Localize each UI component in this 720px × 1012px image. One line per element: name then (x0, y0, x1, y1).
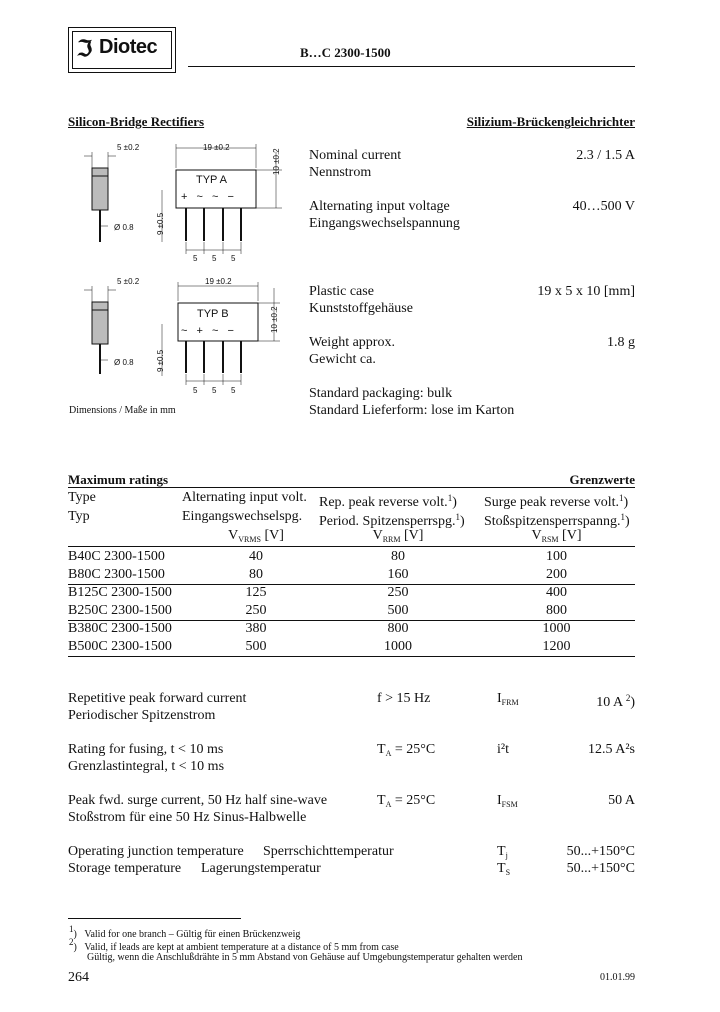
head-rep-peak-fn: 1 (447, 493, 453, 503)
cell-type: B125C 2300-1500 (68, 585, 172, 600)
table-row (68, 602, 635, 620)
spec-packaging-en: Standard packaging: bulk (309, 386, 453, 401)
param-i2t-en: Rating for fusing, t < 10 ms (68, 742, 224, 757)
dim-lead-a: 9 ±0.5 (156, 212, 165, 235)
head-rep-peak-en-wrap: Rep. peak reverse volt.$^1$) (319, 493, 457, 510)
table-row (68, 548, 635, 566)
header-rule (188, 66, 635, 67)
ratings-title-en: Maximum ratings (68, 472, 169, 487)
cell-input-volt: 250 (245, 603, 267, 618)
typ-a-label: TYP A (196, 174, 227, 186)
spec-weight-de: Gewicht ca. (309, 352, 376, 367)
param-fsm-value: 50 A (608, 793, 635, 808)
ratings-header-row-2 (68, 508, 635, 529)
pitch-b-2: 5 (212, 386, 217, 395)
footnote-rule (68, 918, 241, 919)
ratings-units-row (68, 527, 635, 545)
param-i2t-de: Grenzlastintegral, t < 10 ms (68, 759, 225, 774)
cell-rep-peak: 1000 (384, 639, 412, 654)
cell-rep-peak: 160 (387, 567, 409, 582)
dim-pin-a: Ø 0.8 (114, 223, 134, 232)
dim-lead-b: 9 ±0.5 (156, 349, 165, 372)
pitch-a-1: 5 (193, 254, 198, 263)
page-number: 264 (68, 970, 89, 985)
cell-rep-peak: 800 (387, 621, 409, 636)
side-view-b-body (92, 302, 108, 344)
section-title-de: Silizium-Brückengleichrichter (466, 114, 635, 129)
head-rep-peak-de-wrap: Period. Spitzensperrspg.$^1$) (319, 512, 465, 529)
head-type-en: Type (68, 490, 96, 505)
head-rep-peak-de-fn: 1 (455, 512, 460, 522)
side-view-a-body (92, 168, 108, 210)
footnote-2-text-de: Gültig, wenn die Anschlußdrähte in 5 mm Abstand von Gehäuse auf Umgebungstemperatur gehalten werden (87, 952, 523, 963)
footnote-1: $^1$) Valid for one branch – Gültig für einen Brückenzweig (69, 924, 301, 940)
cell-input-volt: 40 (249, 549, 263, 564)
cell-rep-peak: 250 (387, 585, 409, 600)
cell-rep-peak: 500 (387, 603, 409, 618)
table-row (68, 638, 635, 656)
cell-type: B80C 2300-1500 (68, 567, 165, 582)
cell-type: B500C 2300-1500 (68, 639, 172, 654)
cell-input-volt: 380 (245, 621, 267, 636)
spec-case-de: Kunststoffgehäuse (309, 301, 413, 316)
cell-rep-peak: 80 (391, 549, 405, 564)
head-type-de: Typ (68, 509, 90, 524)
head-rep-peak-en: Rep. peak reverse volt. (319, 495, 448, 510)
head-surge-de: Stoßspitzensperrspanng. (484, 514, 621, 529)
dimensions-caption: Dimensions / Maße in mm (69, 405, 176, 416)
ratings-title-de: Grenzwerte (569, 472, 635, 487)
pitch-a-3: 5 (231, 254, 236, 263)
head-input-volt-de: Eingangswechselspg. (182, 509, 303, 524)
cell-surge-peak: 1200 (542, 639, 571, 654)
row-divider (68, 656, 635, 657)
spec-input-voltage-value: 40…500 V (572, 199, 635, 214)
param-i2t-symbol: i²t (497, 742, 509, 757)
param-frm-en: Repetitive peak forward current (68, 691, 247, 706)
section-title-en: Silicon-Bridge Rectifiers (68, 114, 205, 129)
spec-weight-value: 1.8 g (607, 335, 635, 350)
cell-type: B40C 2300-1500 (68, 549, 165, 564)
cell-surge-peak: 200 (546, 567, 567, 582)
dim-thick-b: 5 ±0.2 (117, 277, 140, 286)
spec-nominal-current-en: Nominal current (309, 148, 402, 163)
page-date: 01.01.99 (600, 972, 635, 983)
head-surge-fn: 1 (619, 493, 624, 503)
unit-vrrm: $V_{RRM}$ [V] (372, 528, 424, 544)
cell-input-volt: 500 (245, 639, 267, 654)
param-ts-symbol: $T_S$ (497, 861, 511, 877)
cell-input-volt: 125 (245, 585, 267, 600)
param-frm-cond: f > 15 Hz (377, 691, 431, 706)
param-tj-symbol: $T_j$ (497, 844, 508, 860)
head-surge-de-wrap: Stoßspitzensperrspanng.$^1$) (484, 512, 630, 529)
param-tj-value: 50...+150°C (566, 844, 635, 859)
diotec-logo (68, 27, 176, 73)
cell-surge-peak: 100 (546, 549, 567, 564)
param-i2t-cond: $T_A = 25^\circ C$ (377, 742, 436, 758)
param-fsm-en: Peak fwd. surge current, 50 Hz half sine-wave (68, 793, 328, 808)
unit-vrms: $V_{VRMS}$ [V] (228, 528, 284, 544)
head-surge-en-wrap: Surge peak reverse volt.$^1$) (484, 493, 629, 510)
cell-type: B380C 2300-1500 (68, 621, 172, 636)
cell-surge-peak: 400 (546, 585, 567, 600)
typ-b-pins: ~ + ~ − (181, 325, 237, 337)
cell-surge-peak: 1000 (542, 621, 571, 636)
param-tj-de: Sperrschichttemperatur (263, 844, 394, 859)
cell-input-volt: 80 (249, 567, 263, 582)
param-frm-symbol: $I_{FRM}$ (497, 691, 519, 707)
typ-b-label: TYP B (197, 308, 229, 320)
pitch-a-2: 5 (212, 254, 217, 263)
param-fsm-symbol: $I_{FSM}$ (497, 793, 518, 809)
spec-weight-en: Weight approx. (309, 335, 395, 350)
table-row (68, 620, 635, 638)
head-input-volt-en: Alternating input volt. (182, 490, 307, 505)
dim-thick-a: 5 ±0.2 (117, 143, 140, 152)
typ-a-pins: + ~ ~ − (181, 191, 237, 203)
table-row (68, 584, 635, 602)
spec-case-en: Plastic case (309, 284, 374, 299)
pitch-b-1: 5 (193, 386, 198, 395)
head-rep-peak-de: Period. Spitzensperrspg. (319, 514, 456, 529)
param-ts-en: Storage temperature (68, 861, 182, 876)
footnote-1-text: Valid for one branch – Gültig für einen Brückenzweig (84, 929, 301, 940)
spec-input-voltage-de: Eingangswechselspannung (309, 216, 460, 231)
dim-width-a: 19 ±0.2 (203, 143, 230, 152)
cell-type: B250C 2300-1500 (68, 603, 172, 618)
brand-name: Diotec (99, 36, 158, 58)
param-ts-value: 50...+150°C (566, 861, 635, 876)
dim-pin-b: Ø 0.8 (114, 358, 134, 367)
head-surge-en: Surge peak reverse volt. (484, 495, 620, 510)
spec-case-value: 19 x 5 x 10 [mm] (537, 284, 635, 299)
ratings-header-row-1 (68, 489, 635, 510)
param-frm-value: 10 A $^2$) (596, 693, 635, 710)
param-i2t-value: 12.5 A²s (588, 742, 635, 757)
package-drawing (68, 138, 288, 418)
spec-nominal-current-de: Nennstrom (309, 165, 372, 180)
spec-nominal-current-value: 2.3 / 1.5 A (576, 148, 635, 163)
unit-vrsm: $V_{RSM}$ [V] (531, 528, 582, 544)
page-title: B…C 2300-1500 (300, 45, 391, 60)
dim-width-b: 19 ±0.2 (205, 277, 232, 286)
param-fsm-de: Stoßstrom für eine 50 Hz Sinus-Halbwelle (68, 810, 307, 825)
table-row (68, 566, 635, 584)
dim-height-a: 10 ±0.2 (272, 148, 281, 175)
spec-packaging-de: Standard Lieferform: lose im Karton (309, 403, 515, 418)
param-ts-de: Lagerungstemperatur (201, 861, 321, 876)
footnote-2-text: Valid, if leads are kept at ambient temperature at a distance of 5 mm from case (84, 942, 399, 953)
dim-height-b: 10 ±0.2 (270, 306, 279, 333)
diotec-logo-mark-icon: ℑ (77, 36, 93, 61)
head-surge-de-fn: 1 (620, 512, 625, 522)
param-fsm-cond: $T_A = 25^\circ C$ (377, 793, 436, 809)
param-frm-de: Periodischer Spitzenstrom (68, 708, 216, 723)
footnote-2: $^2$) Valid, if leads are kept at ambient temperature at a distance of 5 mm from case (69, 937, 399, 953)
spec-input-voltage-en: Alternating input voltage (309, 199, 450, 214)
pitch-b-3: 5 (231, 386, 236, 395)
cell-surge-peak: 800 (546, 603, 567, 618)
param-tj-en: Operating junction temperature (68, 844, 244, 859)
